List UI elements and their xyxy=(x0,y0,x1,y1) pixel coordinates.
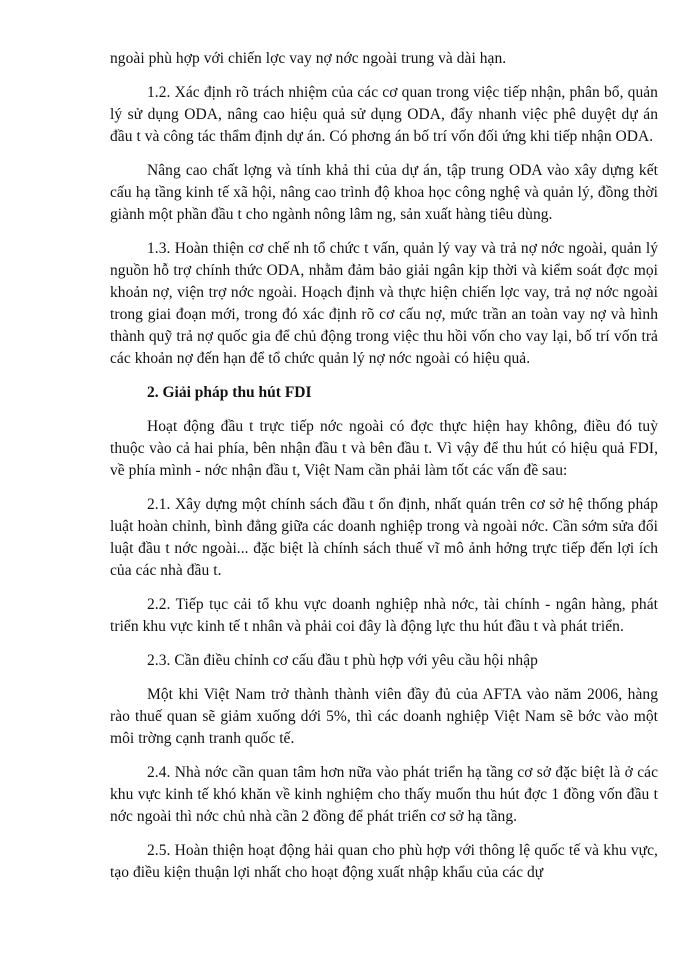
document-page xyxy=(110,48,658,896)
section-heading-fdi: 2. Giải pháp thu hút FDI xyxy=(147,384,312,401)
paragraph-fdi-intro: Hoạt động đầu t trực tiếp nớc ngoài có đợc thực hiện hay không, điều đó tuỳ thuộc vào cả hai phía, bên nhận đầu t và bên đầu t. Vì vậy để thu hút có hiệu quả FDI, về phía mình - nớc nhận đầu t, Việt Nam cần phải làm tốt các vấn đề sau: xyxy=(110,418,658,479)
paragraph-2-3: 2.3. Cần điều chỉnh cơ cấu đầu t phù hợp với yêu cầu hội nhập xyxy=(147,652,538,669)
paragraph-continuation: ngoài phù hợp với chiến lợc vay nợ nớc ngoài trung và dài hạn. xyxy=(110,50,507,67)
paragraph-afta: Một khi Việt Nam trở thành thành viên đầy đủ của AFTA vào năm 2006, hàng rào thuế quan sẽ giảm xuống dới 5%, thì các doanh nghiệp Việt Nam sẽ bớc vào một môi trờng cạnh tranh quốc tế. xyxy=(110,686,658,747)
paragraph-1-2: 1.2. Xác định rõ trách nhiệm của các cơ quan trong việc tiếp nhận, phân bổ, quản lý sử dụng ODA, nâng cao hiệu quả sử dụng ODA, đẩy nhanh việc phê duyệt dự án đầu t và công tác thẩm định dự án. Có phơng án bố trí vốn đối ứng khi tiếp nhận ODA. xyxy=(110,84,658,145)
paragraph-oda-quality: Nâng cao chất lợng và tính khả thi của dự án, tập trung ODA vào xây dựng kết cấu hạ tầng kinh tế xã hội, nâng cao trình độ khoa học công nghệ và quản lý, đồng thời giành một phần đầu t cho ngành nông lâm ng, sản xuất hàng tiêu dùng. xyxy=(110,162,658,223)
paragraph-2-4: 2.4. Nhà nớc cần quan tâm hơn nữa vào phát triển hạ tầng cơ sở đặc biệt là ở các khu vực kinh tế khó khăn về kinh nghiệm cho thấy muốn thu hút đợc 1 đồng vốn đầu t nớc ngoài thì nớc chủ nhà cần 2 đồng để phát triển cơ sở hạ tầng. xyxy=(110,764,658,825)
paragraph-1-3: 1.3. Hoàn thiện cơ chế nh tổ chức t vấn, quản lý vay và trả nợ nớc ngoài, quản lý nguồn hỗ trợ chính thức ODA, nhằm đảm bảo giải ngân kịp thời và kiểm soát đợc mọi khoản nợ, viện trợ nớc ngoài. Hoạch định và thực hiện chiến lợc vay, trả nợ nớc ngoài trong giai đoạn mới, trong đó xác định rõ cơ cấu nợ, mức trần an toàn vay nợ và hình thành quỹ trả nợ quốc gia để chủ động trong việc thu hồi vốn cho vay lại, bố trí vốn trả các khoản nợ đến hạn để tổ chức quản lý nợ nớc ngoài có hiệu quả. xyxy=(110,240,658,367)
paragraph-2-1: 2.1. Xây dựng một chính sách đầu t ổn định, nhất quán trên cơ sở hệ thống pháp luật hoàn chỉnh, bình đẳng giữa các doanh nghiệp trong và ngoài nớc. Cần sớm sửa đổi luật đầu t nớc ngoài... đặc biệt là chính sách thuế vĩ mô ảnh hởng trực tiếp đến lợi ích của các nhà đầu t. xyxy=(110,496,658,579)
paragraph-2-5: 2.5. Hoàn thiện hoạt động hải quan cho phù hợp với thông lệ quốc tế và khu vực, tạo điều kiện thuận lợi nhất cho hoạt động xuất nhập khẩu của các dự xyxy=(110,842,658,881)
paragraph-2-2: 2.2. Tiếp tục cải tổ khu vực doanh nghiệp nhà nớc, tài chính - ngân hàng, phát triển khu vực kinh tế t nhân và phải coi đây là động lực thu hút đầu t và phát triển. xyxy=(110,596,658,635)
